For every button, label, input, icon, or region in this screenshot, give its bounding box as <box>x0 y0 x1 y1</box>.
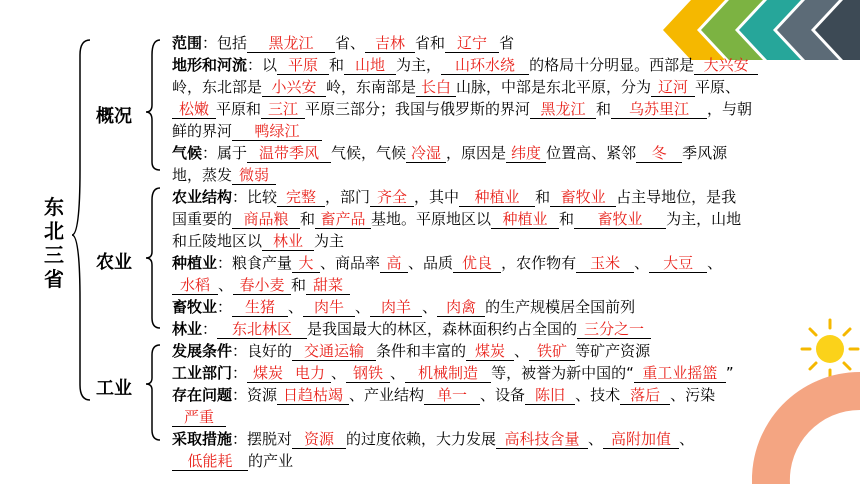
answer: 纬度 <box>511 144 542 162</box>
blank <box>437 299 485 317</box>
blank <box>262 233 314 251</box>
answer: 大兴安 <box>703 56 749 74</box>
agri-structure-line <box>172 187 736 207</box>
blank <box>247 365 289 383</box>
answer: 高 <box>386 254 402 272</box>
t: 、 <box>588 430 604 448</box>
t: 平原和 <box>216 100 262 118</box>
t: 、技术 <box>575 386 621 404</box>
answer: 日趋枯竭 <box>283 386 344 404</box>
blank <box>306 277 350 295</box>
answer: 单一 <box>437 386 468 404</box>
answer: 畜产品 <box>320 210 366 228</box>
answer: 种植业 <box>502 210 548 228</box>
dev-conditions-line <box>172 341 650 361</box>
terrain-line <box>172 55 758 75</box>
blank <box>405 365 491 383</box>
answer: 肉羊 <box>381 298 412 316</box>
blank <box>603 431 679 449</box>
t: 、 <box>422 298 438 316</box>
t: ，部门 <box>325 188 371 206</box>
blank <box>346 365 390 383</box>
t: 和 <box>300 210 316 228</box>
answer: 黑龙江 <box>268 34 314 52</box>
scope-line <box>172 33 514 53</box>
measures-label: 采取措施 <box>172 430 233 448</box>
blank <box>525 387 575 405</box>
answer: 资源 <box>304 430 335 448</box>
answer: 冬 <box>651 144 667 162</box>
answer: 落后 <box>630 386 661 404</box>
t: ： <box>217 298 233 316</box>
blank <box>172 101 216 119</box>
t: 、污染 <box>670 386 716 404</box>
t: 、 <box>218 276 234 294</box>
blank <box>529 343 575 361</box>
blank <box>506 145 546 163</box>
t: 、 <box>514 342 530 360</box>
blank <box>370 189 414 207</box>
blank <box>289 365 331 383</box>
blank <box>611 101 707 119</box>
forestry-line <box>172 319 651 339</box>
answer: 三分之一 <box>584 320 645 338</box>
category-overview: 概况 <box>96 106 132 127</box>
answer: 完整 <box>286 188 317 206</box>
planting-line-2 <box>172 275 350 295</box>
t: 、 <box>288 298 304 316</box>
industry-sectors-line: 工业部门： 煤炭 电力 、 钢铁 、 机械制造 等，被誉为新中国的“ 重工业摇篮 ” <box>172 364 734 382</box>
dev-conditions-label: 发展条件 <box>172 342 233 360</box>
answer: 陈旧 <box>535 386 566 404</box>
t: 占主导地位，是我 <box>616 188 737 206</box>
t: ：摆脱对 <box>232 430 293 448</box>
answer: 畜牧业 <box>597 210 643 228</box>
answer: 畜牧业 <box>560 188 606 206</box>
category-industry: 工业 <box>96 378 132 399</box>
climate-line <box>172 143 727 163</box>
blank <box>636 145 682 163</box>
t: 、 <box>634 254 650 272</box>
answer: 三江 <box>268 100 299 118</box>
t: 和 <box>329 56 345 74</box>
answer: 玉米 <box>590 254 621 272</box>
blank <box>459 189 535 207</box>
blank <box>232 123 322 141</box>
t: 气候，气候 <box>331 144 407 162</box>
answer: 肉牛 <box>314 298 345 316</box>
answer: 种植业 <box>474 188 520 206</box>
answer: 林业 <box>273 232 304 250</box>
terrain-line-2 <box>172 77 740 97</box>
t: ： <box>202 320 218 338</box>
answer: 春小麦 <box>239 276 285 294</box>
terrain-line-3 <box>172 99 752 119</box>
answer: 高附加值 <box>611 430 672 448</box>
answer: 生猪 <box>245 298 276 316</box>
livestock-label: 畜牧业 <box>172 298 218 316</box>
blank <box>649 255 707 273</box>
blank <box>694 57 758 75</box>
t: ：属于 <box>202 144 248 162</box>
industry-sectors-label: 工业部门 <box>172 364 233 382</box>
main-title <box>44 195 68 291</box>
answer: 煤炭 <box>475 342 506 360</box>
answer: 平原 <box>288 56 319 74</box>
blank <box>277 189 325 207</box>
t: 省和 <box>415 34 446 52</box>
blank <box>172 277 218 295</box>
blank <box>530 101 596 119</box>
problems-label: 存在问题 <box>172 386 233 404</box>
t: 、品质 <box>408 254 454 272</box>
answer: 山地 <box>355 56 386 74</box>
answer: 煤炭 <box>253 364 284 382</box>
climate-label: 气候 <box>172 144 203 162</box>
blank <box>365 35 415 53</box>
measures-line-2 <box>172 451 293 471</box>
blank <box>292 343 376 361</box>
t: 的生产规模居全国前列 <box>485 298 636 316</box>
t: 和 <box>291 276 307 294</box>
t: 山脉，中部是东北平原，分为 <box>456 78 652 96</box>
t: 省、 <box>335 34 366 52</box>
problems-line-2 <box>172 407 226 427</box>
terrain-line-4 <box>172 121 322 141</box>
blank <box>277 387 349 405</box>
t: 和 <box>535 188 551 206</box>
answer: 温带季风 <box>259 144 320 162</box>
t: 的格局十分明显。西部是 <box>529 56 695 74</box>
category-agriculture: 农业 <box>96 252 132 273</box>
t: ：包括 <box>202 34 248 52</box>
blank <box>576 255 634 273</box>
livestock-line <box>172 297 635 317</box>
blank <box>441 57 529 75</box>
blank <box>453 255 501 273</box>
t: 、 <box>679 430 695 448</box>
t: ：资源 <box>232 386 278 404</box>
blank <box>172 409 226 427</box>
t: 、设备 <box>480 386 526 404</box>
answer: 优良 <box>462 254 493 272</box>
terrain-label: 地形和河流 <box>172 56 248 74</box>
blank <box>233 277 291 295</box>
blank <box>292 431 346 449</box>
blank <box>416 79 456 97</box>
answer: 冷湿 <box>411 144 442 162</box>
blank <box>577 321 651 339</box>
t: 的过度依赖，大力发展 <box>346 430 497 448</box>
t: 平原三部分；我国与俄罗斯的界河 <box>305 100 531 118</box>
answer: 机械制造 <box>418 364 479 382</box>
t: 、 <box>707 254 723 272</box>
t: ： <box>232 364 248 382</box>
answer: 商品粮 <box>243 210 289 228</box>
blank <box>634 365 726 383</box>
blank <box>292 255 320 273</box>
blank <box>574 211 666 229</box>
answer: 钢铁 <box>353 364 384 382</box>
planting-line <box>172 253 722 273</box>
blank <box>232 167 276 185</box>
answer: 电力 <box>295 364 326 382</box>
blank <box>315 211 371 229</box>
blank <box>380 255 408 273</box>
answer: 小兴安 <box>271 78 317 96</box>
answer: 大豆 <box>663 254 694 272</box>
answer: 肉禽 <box>446 298 477 316</box>
t: 的产业 <box>248 452 294 470</box>
t: 条件和丰富的 <box>376 342 467 360</box>
blank <box>247 145 331 163</box>
blank <box>491 211 559 229</box>
t: 为主，山地 <box>666 210 742 228</box>
answer: 吉林 <box>375 34 406 52</box>
climate-line-2 <box>172 165 276 185</box>
answer: 辽河 <box>658 78 689 96</box>
t: 国重要的 <box>172 210 233 228</box>
t: 季风源 <box>682 144 728 162</box>
answer: 齐全 <box>377 188 408 206</box>
planting-label: 种植业 <box>172 254 218 272</box>
answer: 交通运输 <box>304 342 365 360</box>
blank <box>424 387 480 405</box>
answer: 水稻 <box>179 276 210 294</box>
answer: 长白 <box>421 78 452 96</box>
agri-structure-line-3 <box>172 231 344 251</box>
blank <box>217 321 307 339</box>
t: 、 <box>355 298 371 316</box>
blank <box>232 211 300 229</box>
blank <box>550 189 616 207</box>
t: 位置高、紧邻 <box>546 144 637 162</box>
t: 等，被誉为新中国的“ <box>491 364 634 382</box>
blank <box>466 343 514 361</box>
t: ” <box>725 364 734 382</box>
answer: 严重 <box>183 408 214 426</box>
answer: 山环水绕 <box>455 56 516 74</box>
t: 为主 <box>314 232 345 250</box>
forestry-label: 林业 <box>172 320 203 338</box>
t: ：比较 <box>232 188 278 206</box>
agri-structure-line-2 <box>172 209 741 229</box>
blank <box>445 35 499 53</box>
blank <box>620 387 670 405</box>
arc-decoration <box>752 372 860 484</box>
t: ，原因是 <box>446 144 507 162</box>
blank <box>303 299 355 317</box>
t: 鲜的界河 <box>172 122 233 140</box>
answer: 甜菜 <box>313 276 344 294</box>
blank <box>261 101 305 119</box>
problems-line <box>172 385 715 405</box>
answer: 乌苏里江 <box>629 100 690 118</box>
answer: 辽宁 <box>457 34 488 52</box>
t: 和 <box>596 100 612 118</box>
t: 是我国最大的林区，森林面积约占全国的 <box>307 320 578 338</box>
answer: 大 <box>298 254 314 272</box>
agri-structure-label: 农业结构 <box>172 188 233 206</box>
blank <box>247 35 335 53</box>
t: ，农作物有 <box>501 254 577 272</box>
blank <box>172 453 248 471</box>
t: 基地。平原地区以 <box>371 210 492 228</box>
t: 平原、 <box>695 78 741 96</box>
t: ，其中 <box>414 188 460 206</box>
blank <box>651 79 695 97</box>
blank <box>406 145 446 163</box>
t: ，与朝 <box>707 100 753 118</box>
t: 地，蒸发 <box>172 166 233 184</box>
measures-line <box>172 429 694 449</box>
t: 、产业结构 <box>349 386 425 404</box>
answer: 微弱 <box>239 166 270 184</box>
t: 岭，东北部是 <box>172 78 263 96</box>
blank <box>232 299 288 317</box>
t: 、商品率 <box>320 254 381 272</box>
t: 岭，东南部是 <box>326 78 417 96</box>
t: ：良好的 <box>232 342 293 360</box>
blank <box>344 57 396 75</box>
answer: 重工业摇篮 <box>642 364 718 382</box>
chevron-decoration <box>655 0 860 60</box>
t: 和丘陵地区以 <box>172 232 263 250</box>
blank <box>262 79 326 97</box>
answer: 黑龙江 <box>540 100 586 118</box>
answer: 东北林区 <box>232 320 293 338</box>
main-title-text: 东 北 三 省 <box>44 195 64 291</box>
sun-icon <box>800 318 860 380</box>
t: 和 <box>559 210 575 228</box>
t: 为主， <box>396 56 442 74</box>
answer: 松嫩 <box>178 100 209 118</box>
answer: 低能耗 <box>187 452 233 470</box>
answer: 高科技含量 <box>504 430 580 448</box>
t: 省 <box>499 34 515 52</box>
t: 等矿产资源 <box>575 342 651 360</box>
scope-label: 范围 <box>172 34 203 52</box>
blank <box>277 57 329 75</box>
answer: 鸭绿江 <box>254 122 300 140</box>
answer: 铁矿 <box>537 342 568 360</box>
t: ：以 <box>247 56 278 74</box>
blank <box>370 299 422 317</box>
t: ：粮食产量 <box>217 254 293 272</box>
outline-braces <box>0 0 180 484</box>
blank <box>496 431 588 449</box>
